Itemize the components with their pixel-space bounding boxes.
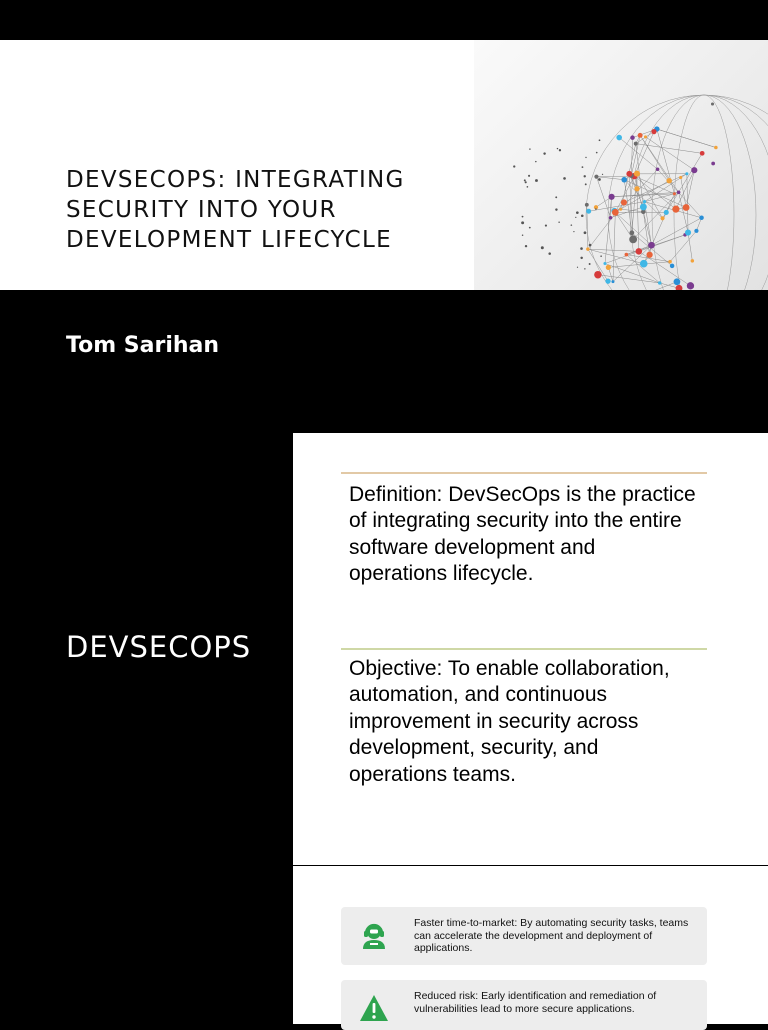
dust-dot — [571, 224, 573, 226]
network-node — [670, 264, 674, 268]
network-node — [640, 260, 648, 268]
network-node — [711, 162, 715, 166]
benefit-card — [341, 907, 707, 965]
network-link — [657, 129, 675, 194]
network-node — [646, 252, 652, 258]
dust-dot — [584, 231, 587, 234]
network-node — [616, 135, 622, 141]
network-node — [676, 285, 683, 290]
dust-dot — [599, 139, 601, 141]
slide-title — [66, 165, 466, 255]
dust-dot — [600, 255, 602, 257]
agent-headset-icon — [359, 920, 389, 950]
benefits-slide — [0, 866, 768, 1024]
dust-dot — [558, 222, 559, 223]
network-node — [630, 135, 635, 140]
network-link — [679, 192, 688, 232]
dust-dot — [522, 216, 524, 218]
network-node — [672, 206, 679, 213]
dust-dot — [513, 165, 515, 167]
section-panel — [0, 433, 293, 865]
dust-dot — [555, 208, 557, 210]
dust-dot — [595, 208, 597, 210]
dust-dot — [548, 252, 551, 255]
network-node — [694, 229, 698, 233]
network-node — [611, 280, 614, 283]
network-node — [586, 247, 589, 250]
dust-dot — [598, 178, 601, 181]
warning-triangle-icon — [359, 993, 389, 1023]
network-node — [619, 208, 622, 211]
dust-dot — [581, 214, 584, 217]
title-line-1: DEVSECOPS: INTEGRATING — [66, 165, 466, 195]
author-name: Tom Sarihan — [66, 333, 219, 358]
dust-dot — [585, 183, 587, 185]
network-node — [603, 262, 606, 265]
network-node — [621, 177, 627, 183]
network-node — [674, 278, 681, 285]
network-node — [673, 192, 676, 195]
network-node — [609, 194, 615, 200]
network-node — [685, 229, 691, 235]
dust-dot — [584, 175, 586, 177]
dust-dot — [535, 179, 538, 182]
dust-dot — [522, 235, 523, 236]
network-link — [657, 129, 716, 147]
network-node — [612, 209, 619, 216]
network-link — [637, 189, 639, 252]
dust-dot — [521, 221, 524, 224]
network-node — [629, 230, 634, 235]
network-link — [613, 212, 615, 281]
network-link — [640, 135, 678, 192]
dust-dot — [573, 231, 574, 232]
network-node — [666, 178, 671, 183]
network-node — [629, 235, 637, 243]
dust-dot — [580, 257, 582, 259]
network-node — [636, 248, 643, 255]
dust-dot — [555, 196, 557, 198]
network-node — [585, 203, 589, 207]
dust-dot — [575, 217, 576, 218]
definition-text: Definition: DevSecOps is the practice of integrating security into the entire software development and operations lifecycle. — [349, 482, 699, 588]
title-line-3: DEVELOPMENT LIFECYCLE — [66, 225, 466, 255]
definition-divider — [341, 472, 707, 474]
dust-dot — [584, 268, 585, 269]
dust-dot — [589, 244, 592, 247]
network-node — [609, 216, 613, 220]
globe-arc — [652, 95, 756, 290]
network-link — [588, 202, 624, 249]
network-node — [660, 216, 664, 220]
network-globe-image — [474, 40, 768, 290]
dust-dot — [525, 245, 527, 247]
network-node — [634, 171, 640, 177]
objective-text: Objective: To enable collaboration, automation, and continuous improvement in security across development, security, and operations teams. — [349, 656, 699, 788]
network-node — [644, 135, 647, 138]
network-link — [596, 177, 610, 218]
section-heading: DEVSECOPS — [66, 630, 251, 664]
network-node — [683, 204, 690, 211]
benefit-text: Faster time-to-market: By automating security tasks, teams can accelerate the development and deployment of applications. — [414, 917, 704, 955]
network-node — [679, 176, 682, 179]
network-node — [677, 190, 681, 194]
globe-arc — [630, 95, 768, 290]
dust-dot — [559, 149, 561, 151]
network-node — [668, 260, 672, 264]
dust-dot — [602, 174, 603, 175]
dust-dot — [525, 181, 527, 183]
dust-dot — [589, 263, 591, 265]
network-node — [691, 259, 694, 262]
dust-dot — [541, 246, 544, 249]
network-node — [638, 133, 643, 138]
network-link — [621, 209, 644, 212]
definition-slide — [0, 433, 768, 865]
objective-divider — [341, 648, 707, 650]
network-link — [652, 218, 702, 245]
network-node — [699, 216, 703, 220]
dust-dot — [529, 227, 531, 229]
dust-dot — [596, 152, 598, 154]
network-node — [651, 129, 656, 134]
network-node — [606, 265, 611, 270]
network-node — [643, 200, 646, 203]
network-node — [605, 278, 610, 283]
network-node — [711, 102, 714, 105]
dust-dot — [577, 267, 578, 268]
network-node — [658, 281, 661, 284]
network-node — [714, 146, 718, 150]
network-node — [687, 282, 694, 289]
dust-dot — [563, 177, 566, 180]
dust-dot — [528, 175, 530, 177]
dust-dot — [582, 166, 584, 168]
network-link — [639, 251, 691, 285]
network-node — [594, 271, 602, 279]
dust-dot — [543, 152, 545, 154]
network-node — [656, 168, 660, 172]
title-band — [0, 40, 768, 290]
title-slide — [0, 0, 768, 432]
dust-dot — [535, 161, 536, 162]
network-node — [626, 171, 632, 177]
dust-dot — [557, 148, 558, 149]
network-node — [634, 142, 638, 146]
network-node — [594, 175, 598, 179]
network-node — [625, 253, 629, 257]
network-node — [691, 167, 697, 173]
section-panel-benefits — [0, 866, 293, 1024]
dust-dot — [585, 157, 586, 158]
network-node — [634, 186, 639, 191]
dust-dot — [545, 224, 547, 226]
network-node — [664, 210, 669, 215]
network-node — [621, 199, 627, 205]
title-line-2: SECURITY INTO YOUR — [66, 195, 466, 225]
network-node — [685, 172, 688, 175]
network-node — [700, 151, 705, 156]
network-link — [626, 255, 659, 283]
benefit-card — [341, 980, 707, 1030]
network-node — [640, 203, 647, 210]
network-node — [586, 209, 591, 214]
dust-dot — [527, 186, 529, 188]
network-link — [681, 177, 686, 207]
dust-dot — [524, 179, 526, 181]
network-link — [688, 233, 692, 261]
benefit-text: Reduced risk: Early identification and remediation of vulnerabilities lead to more secure applications. — [414, 990, 704, 1015]
dust-dot — [580, 247, 583, 250]
dust-dot — [576, 211, 579, 214]
network-node — [648, 242, 655, 249]
globe-arc — [674, 95, 734, 290]
dust-dot — [529, 148, 530, 149]
network-globe-graphic — [474, 40, 768, 290]
network-link — [636, 144, 702, 154]
